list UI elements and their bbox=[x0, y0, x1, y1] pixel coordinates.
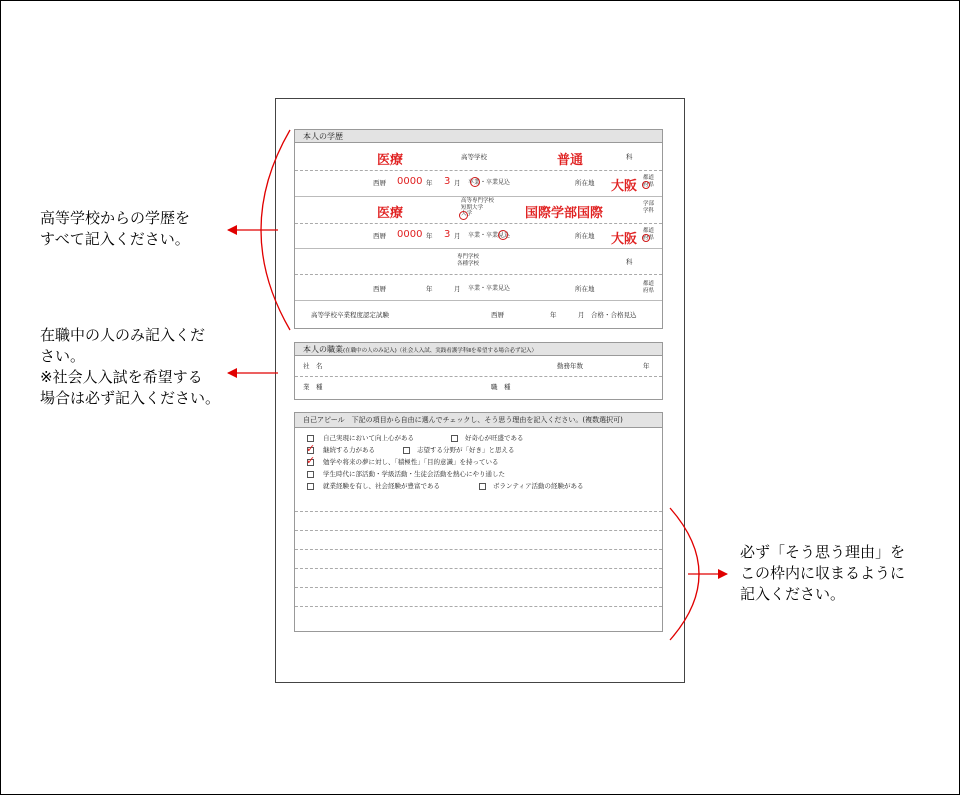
row1-prefecture[interactable]: 大阪 bbox=[611, 179, 638, 194]
row2-course[interactable]: 国際学部国際 bbox=[525, 206, 604, 221]
row1-year-unit: 年 bbox=[426, 179, 433, 187]
row1-course-suffix: 科 bbox=[626, 153, 633, 161]
row3-location-label: 所在地 bbox=[575, 285, 595, 293]
item-persistence: 継続する力がある bbox=[323, 446, 375, 454]
education-note: 高等学校からの学歴を すべて記入ください。 bbox=[40, 209, 191, 248]
row1-school-type: 高等学校 bbox=[461, 153, 487, 161]
row1-pref-suffix: 都道 府県 bbox=[643, 175, 655, 188]
exam-era: 西暦 bbox=[491, 311, 504, 319]
exam-status: 合格・合格見込 bbox=[591, 311, 637, 319]
exam-year-unit: 年 bbox=[550, 311, 557, 319]
row3-status: 卒業・卒業見込 bbox=[468, 285, 511, 292]
item-curiosity: 好奇心が旺盛である bbox=[465, 434, 524, 442]
job-header-note: (在職中の人のみ記入)（社会人入試、実践看護学科Ⅱを希望する場合必ず記入） bbox=[343, 348, 538, 354]
job-header-title: 本人の職業 bbox=[303, 345, 343, 354]
row1-location-label: 所在地 bbox=[575, 179, 595, 187]
row2-course-suffix: 学部 学科 bbox=[643, 201, 655, 214]
row3-year-unit: 年 bbox=[426, 285, 433, 293]
row3-era: 西暦 bbox=[373, 285, 386, 293]
position-label: 職 種 bbox=[491, 383, 511, 391]
row2-pref-suffix: 都道 府県 bbox=[643, 228, 655, 241]
row1-month[interactable]: 3 bbox=[444, 176, 451, 187]
company-label: 社 名 bbox=[303, 362, 323, 370]
item-proactive: 勉学や将来の夢に対し、「積極性」「目的意識」を持っている bbox=[323, 458, 499, 466]
row1-status: 卒業・卒業見込 bbox=[468, 179, 511, 186]
row2-location-label: 所在地 bbox=[575, 232, 595, 240]
check-mark-icon: ✓ bbox=[306, 454, 316, 467]
row2-school-name[interactable]: 医療 bbox=[377, 206, 404, 221]
row1-course[interactable]: 普通 bbox=[557, 153, 584, 168]
row1-era: 西暦 bbox=[373, 179, 386, 187]
check-mark-icon: ✓ bbox=[306, 442, 316, 455]
item-club-activity: 学生時代に部活動・学級活動・生徒会活動を熱心にやり通した bbox=[323, 470, 505, 478]
row2-year[interactable]: 0000 bbox=[397, 229, 423, 240]
education-bracket bbox=[228, 130, 290, 330]
row2-era: 西暦 bbox=[373, 232, 386, 240]
row2-school-type: 高等専門学校 短期大学 大学 bbox=[461, 198, 495, 217]
row2-month[interactable]: 3 bbox=[444, 229, 451, 240]
appeal-note: 必ず「そう思う理由」を この枠内に収まるように 記入ください。 bbox=[740, 543, 906, 603]
row2-month-unit: 月 bbox=[454, 232, 461, 240]
row2-year-unit: 年 bbox=[426, 232, 433, 240]
appeal-header: 自己アピール 下記の項目から自由に選んでチェックし、そう思う理由を記入ください。(複数選択可) bbox=[295, 413, 662, 428]
row3-school-type: 専門学校 各種学校 bbox=[457, 254, 480, 267]
row3-course-suffix: 科 bbox=[626, 258, 633, 266]
row2-status: 卒業・卒業見込 bbox=[468, 232, 511, 239]
item-self-improvement: 自己実現において向上心がある bbox=[323, 434, 414, 442]
row1-month-unit: 月 bbox=[454, 179, 461, 187]
item-volunteer: ボランティア活動の経験がある bbox=[493, 482, 584, 490]
row3-month-unit: 月 bbox=[454, 285, 461, 293]
row3-pref-suffix: 都道 府県 bbox=[643, 281, 655, 294]
job-note: 在職中の人のみ記入くだ さい。 ※社会人入試を希望する 場合は必ず記入ください。 bbox=[40, 326, 221, 407]
years-label: 勤務年数 bbox=[557, 362, 583, 370]
row2-prefecture[interactable]: 大阪 bbox=[611, 232, 638, 247]
item-love-field: 志望する分野が「好き」と思える bbox=[417, 446, 515, 454]
education-header: 本人の学歴 bbox=[295, 130, 662, 143]
row1-school-name[interactable]: 医療 bbox=[377, 153, 404, 168]
item-work-experience: 就業経験を有し、社会経験が豊富である bbox=[323, 482, 440, 490]
row1-year[interactable]: 0000 bbox=[397, 176, 423, 187]
exam-month-unit: 月 bbox=[578, 311, 585, 319]
appeal-bracket bbox=[670, 508, 727, 640]
industry-label: 業 種 bbox=[303, 383, 323, 391]
exam-label: 高等学校卒業程度認定試験 bbox=[311, 311, 389, 319]
years-unit: 年 bbox=[643, 362, 650, 370]
